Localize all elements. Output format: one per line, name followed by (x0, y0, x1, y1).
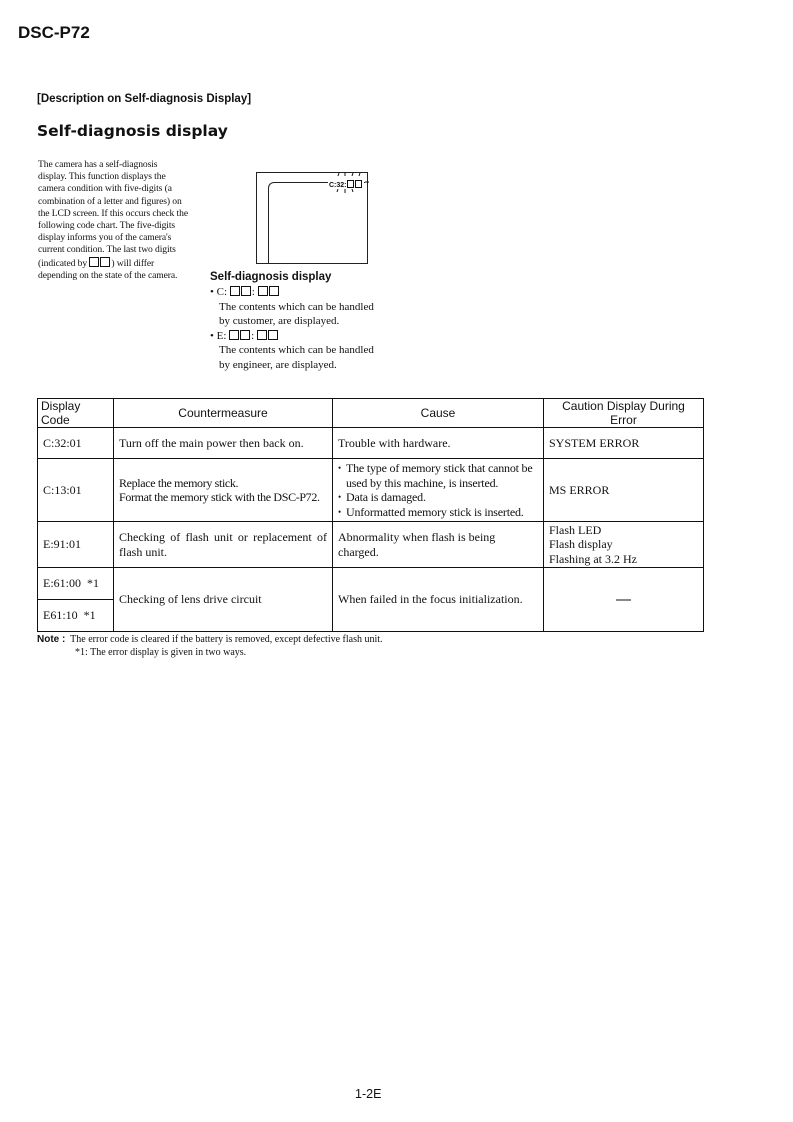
column-header: Caution Display During Error (544, 399, 704, 428)
caution-line: Flash LED (549, 522, 602, 537)
display-code-cell: C:32:01 (38, 428, 114, 459)
cause-bullet: • The type of memory stick that cannot be used by this machine, is inserted. (338, 461, 538, 490)
digit-box-icon (268, 330, 278, 340)
column-header: Display Code (38, 399, 114, 428)
display-code-cell: E:61:00 *1 (38, 568, 114, 600)
table-row (38, 568, 704, 600)
table-header-row (38, 399, 704, 428)
cause-bullet: • Data is damaged. (338, 490, 538, 505)
column-header: Countermeasure (114, 399, 333, 428)
digit-box-icon (355, 180, 362, 188)
diag-c-prefix: • C: (210, 286, 230, 298)
table-row (38, 428, 704, 459)
diag-e-prefix: • E: (210, 329, 230, 342)
page-number: 1-2E (355, 1087, 382, 1101)
digit-box-icon (269, 286, 279, 296)
display-code-cell: E:91:01 (38, 522, 114, 568)
note-line (37, 633, 383, 646)
diag-e-code: • E: : (210, 329, 374, 344)
digit-box-icon (347, 180, 354, 188)
section-heading: [Description on Self-diagnosis Display] (37, 93, 252, 105)
intro-line: following code chart. The five-digits (38, 220, 176, 232)
intro-line: display informs you of the camera's (38, 232, 172, 244)
diag-c-code: • C: : (210, 285, 374, 300)
lcd-error-code (328, 180, 364, 189)
diag-e-desc: The contents which can be handled (219, 344, 374, 356)
diag-list (210, 285, 374, 372)
digit-box-icon (258, 286, 268, 296)
digit-box-icon (257, 330, 267, 340)
intro-line: the LCD screen. If this occurs check the (38, 207, 188, 219)
indicated-after: ) will differ (111, 257, 155, 269)
digit-box-icon (229, 330, 239, 340)
digit-box-icon (241, 286, 251, 296)
column-header: Cause (333, 399, 544, 428)
indicated-before: (indicated by (38, 257, 90, 269)
intro-line: display. This function displays the (38, 171, 166, 183)
note-footnote: *1: The error display is given in two ways. (75, 647, 247, 658)
cause-cell: Abnormality when flash is being charged. (333, 522, 544, 568)
digit-box-icon (100, 257, 110, 267)
lcd-illustration (256, 172, 370, 266)
intro-line: current condition. The last two digits (38, 244, 176, 256)
caution-line: Flashing at 3.2 Hz (549, 551, 637, 566)
cause-cell: When failed in the focus initialization. (333, 568, 544, 632)
countermeasure-cell: Turn off the main power then back on. (114, 428, 333, 459)
intro-paragraph (38, 159, 218, 282)
caution-line: Flash display (549, 537, 613, 552)
intro-line: The camera has a self-diagnosis (38, 159, 158, 170)
caution-cell: SYSTEM ERROR (544, 428, 704, 459)
intro-line: combination of a letter and figures) on (38, 195, 182, 207)
model-name: DSC-P72 (18, 23, 90, 42)
digit-box-icon (230, 286, 240, 296)
digit-box-icon (89, 257, 99, 267)
diag-e-desc: by engineer, are displayed. (219, 358, 337, 371)
note-text: The error code is cleared if the battery is removed, except defective flash unit. (70, 634, 383, 645)
table-row (38, 522, 704, 568)
digit-box-icon (240, 330, 250, 340)
diag-c-desc: by customer, are displayed. (219, 315, 340, 327)
cause-cell: Trouble with hardware. (333, 428, 544, 459)
diag-c-desc: The contents which can be handled (219, 300, 374, 313)
table-row (38, 459, 704, 522)
countermeasure-cell (114, 459, 333, 522)
cause-bullet-list (338, 461, 538, 519)
diag-label: Self-diagnosis display (210, 271, 332, 283)
display-code-cell: E61:10 *1 (38, 600, 114, 632)
note-label: Note : (37, 634, 66, 645)
display-code-cell: C:13:01 (38, 459, 114, 522)
cause-cell (333, 459, 544, 522)
intro-line-indicated (38, 257, 218, 270)
error-code-table (37, 398, 704, 632)
caution-cell: MS ERROR (544, 459, 704, 522)
lcd-code-text: C:32: (329, 182, 347, 189)
countermeasure-cell: Checking of lens drive circuit (114, 568, 333, 632)
caution-cell: — (544, 568, 704, 632)
cause-bullet: • Unformatted memory stick is inserted. (338, 505, 538, 520)
caution-cell (544, 522, 704, 568)
page-title: Self-diagnosis display (37, 122, 228, 140)
countermeasure-line: Format the memory stick with the DSC-P72. (119, 490, 320, 504)
intro-line: depending on the state of the camera. (38, 269, 178, 281)
intro-line: camera condition with five-digits (a (38, 183, 172, 195)
countermeasure-cell: Checking of flash unit or replacement of flash unit. (114, 522, 333, 568)
note (37, 633, 383, 659)
countermeasure-line: Replace the memory stick. (119, 475, 239, 490)
